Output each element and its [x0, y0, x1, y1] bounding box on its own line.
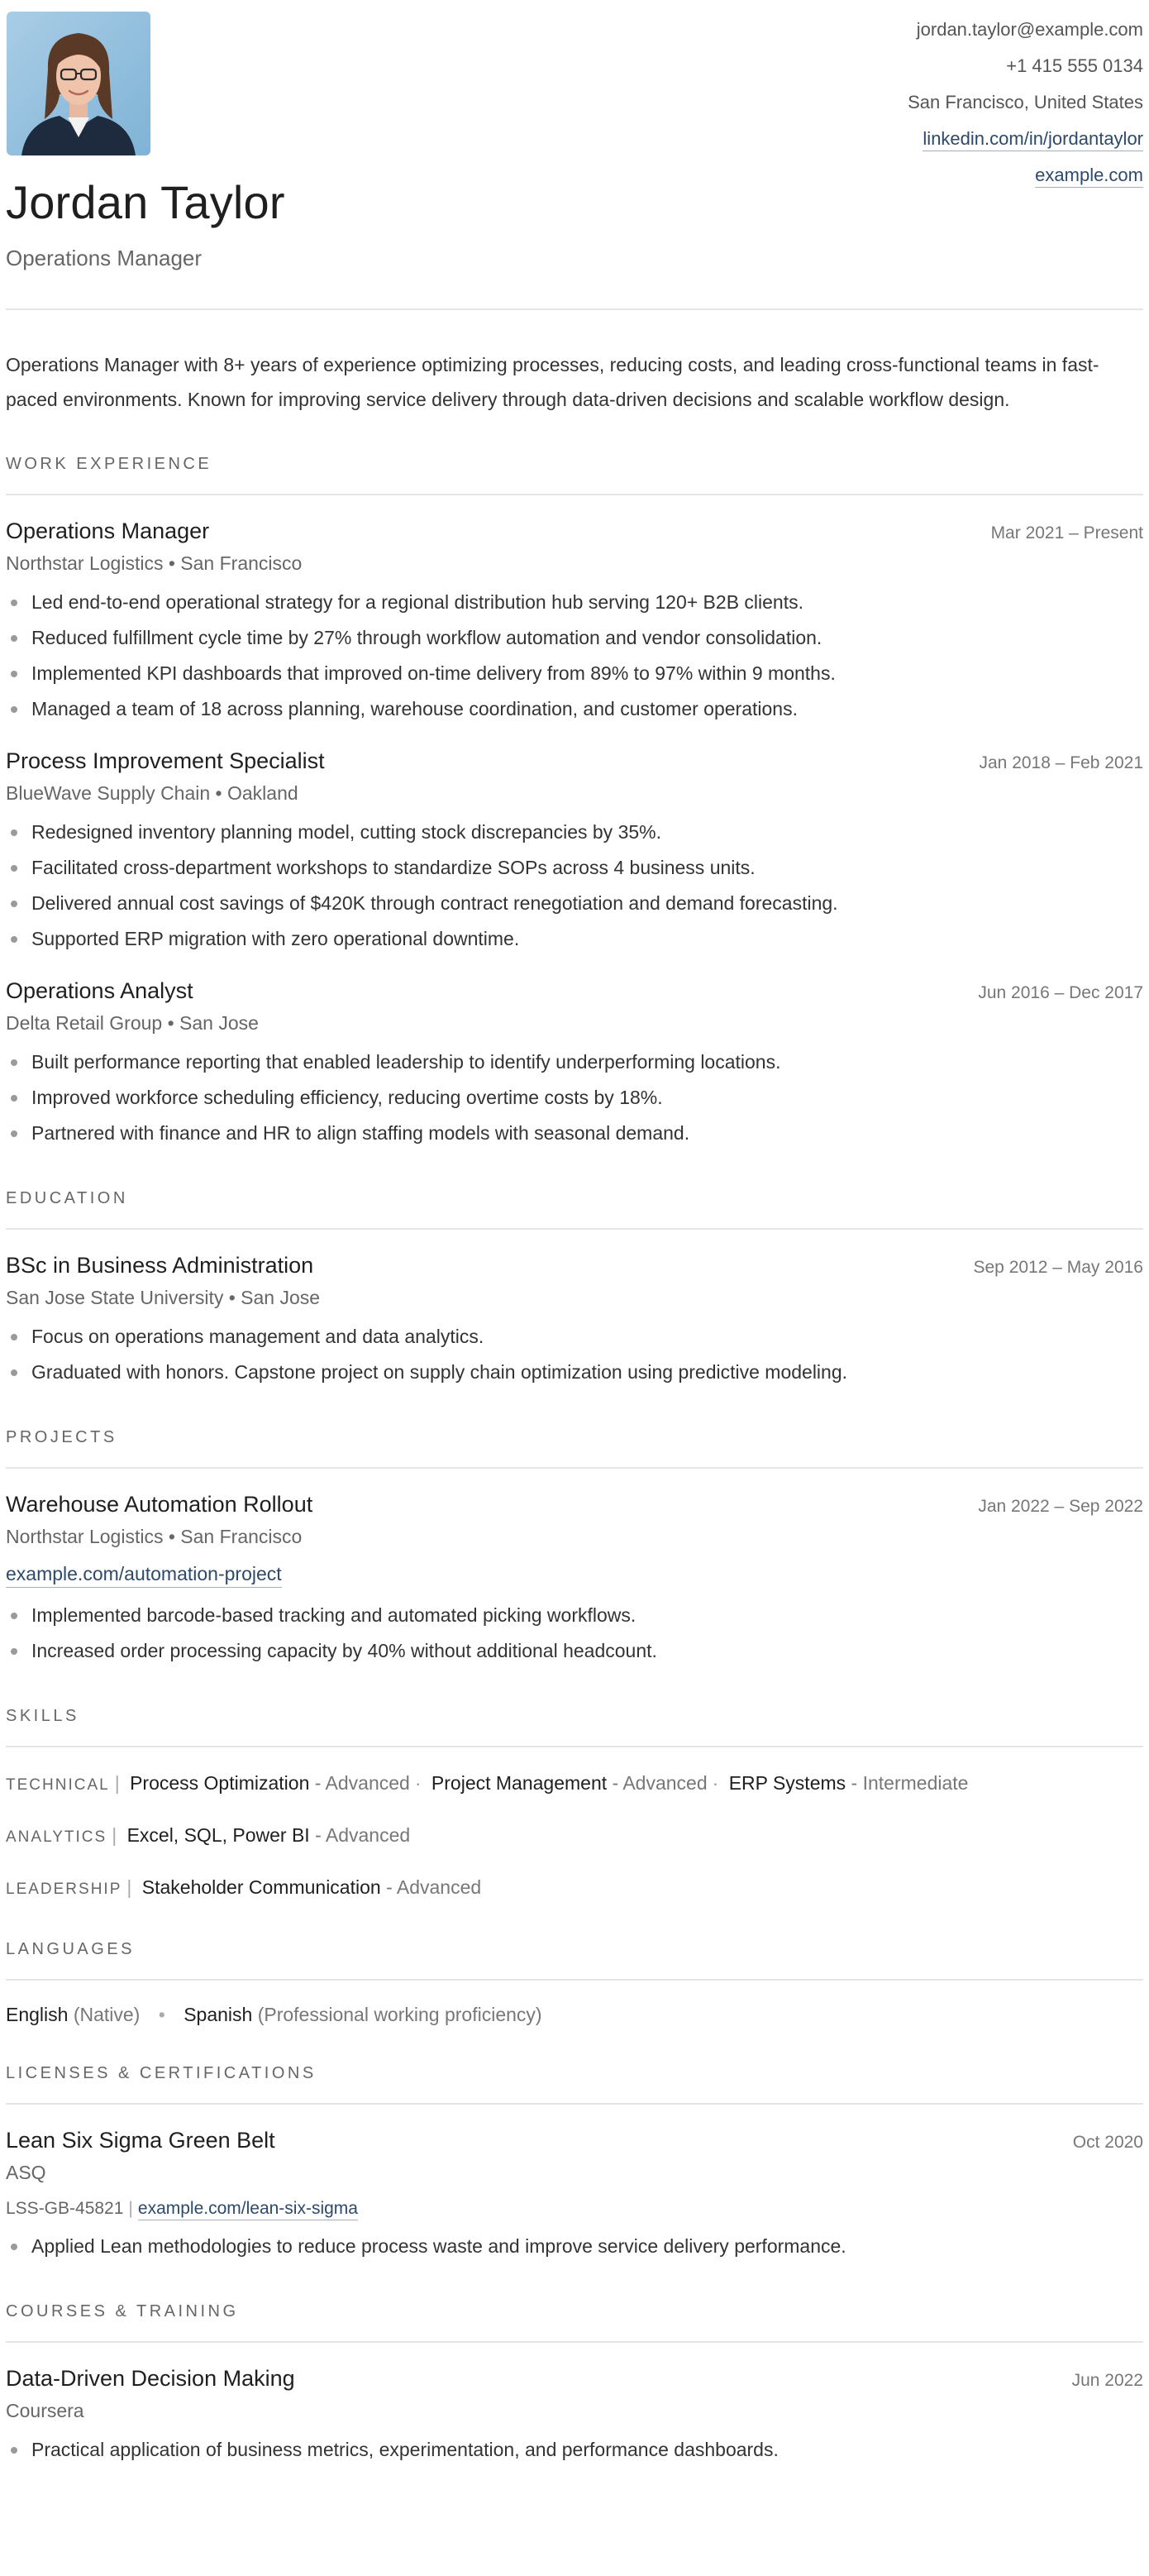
- skill-category: TECHNICAL: [6, 1776, 110, 1794]
- credential-info: LSS-GB-45821 | example.com/lean-six-sigma: [6, 2199, 1143, 2219]
- entry-subtitle: ASQ: [6, 2162, 46, 2183]
- bullet-item: Practical application of business metrics, experimentation, and performance dashboards.: [6, 2432, 1143, 2468]
- skill-level: Advanced: [325, 1824, 411, 1846]
- section-heading: LICENSES & CERTIFICATIONS: [6, 2064, 1143, 2105]
- bullet-list: [6, 2432, 1143, 2468]
- section-work-experience: [6, 455, 1143, 1151]
- section-heading: WORK EXPERIENCE: [6, 455, 1143, 495]
- entry-date: Mar 2021 – Present: [990, 523, 1143, 542]
- section-certifications: [6, 2064, 1143, 2264]
- person-photo-icon: [7, 12, 150, 155]
- entry-subtitle: Northstar Logistics • San Francisco: [6, 552, 303, 574]
- contact-info: [908, 12, 1143, 194]
- bullet-item: Focus on operations management and data analytics.: [6, 1319, 1143, 1355]
- skill-row-leadership: LEADERSHIP | Stakeholder Communication - Advanced: [6, 1876, 482, 1898]
- entry-title: Data-Driven Decision Making: [6, 2366, 295, 2391]
- skill-name: Stakeholder Communication: [141, 1876, 381, 1898]
- header-divider: [6, 308, 1143, 310]
- bullet-item: Reduced fulfillment cycle time by 27% through workflow automation and vendor consolidation.: [6, 620, 1143, 656]
- contact-phone: +1 415 555 0134: [1006, 55, 1143, 76]
- candidate-title: Operations Manager: [6, 246, 203, 270]
- credential-link[interactable]: example.com/lean-six-sigma: [138, 2199, 358, 2220]
- bullet-item: Led end-to-end operational strategy for a regional distribution hub serving 120+ B2B clients.: [6, 585, 1143, 620]
- bullet-item: Implemented KPI dashboards that improved on-time delivery from 89% to 97% within 9 months.: [6, 656, 1143, 691]
- entry-subtitle: Coursera: [6, 2400, 84, 2421]
- credential-id: LSS-GB-45821: [6, 2199, 124, 2218]
- entry-date: Jun 2016 – Dec 2017: [978, 983, 1143, 1002]
- skill-level: Advanced: [622, 1772, 708, 1794]
- entry-subtitle: BlueWave Supply Chain • Oakland: [6, 782, 298, 804]
- skill-category: ANALYTICS: [6, 1828, 107, 1846]
- skill-category: LEADERSHIP: [6, 1881, 122, 1898]
- language-name: English: [6, 2004, 69, 2025]
- section-education: [6, 1189, 1143, 1390]
- bullet-item: Implemented barcode-based tracking and automated picking workflows.: [6, 1598, 1143, 1633]
- entry-date: Jan 2022 – Sep 2022: [978, 1497, 1143, 1516]
- contact-email: jordan.taylor@example.com: [916, 19, 1143, 40]
- entry-title: Operations Manager: [6, 519, 210, 543]
- candidate-name: Jordan Taylor: [6, 176, 285, 228]
- education-entry: [6, 1253, 1143, 1390]
- skill-level: Intermediate: [862, 1772, 969, 1794]
- work-entry: [6, 748, 1143, 957]
- language-level: (Native): [73, 2004, 141, 2025]
- linkedin-link[interactable]: linkedin.com/in/jordantaylor: [923, 128, 1143, 151]
- entry-title: Operations Analyst: [6, 978, 193, 1003]
- entry-title: Lean Six Sigma Green Belt: [6, 2128, 275, 2153]
- section-courses: [6, 2302, 1143, 2468]
- entry-subtitle: San Jose State University • San Jose: [6, 1287, 321, 1308]
- bullet-item: Supported ERP migration with zero operational downtime.: [6, 921, 1143, 957]
- entry-date: Jan 2018 – Feb 2021: [979, 753, 1143, 772]
- skill-name: Excel, SQL, Power BI: [126, 1824, 310, 1846]
- section-heading: SKILLS: [6, 1707, 1143, 1747]
- bullet-item: Improved workforce scheduling efficiency, reducing overtime costs by 18%.: [6, 1080, 1143, 1116]
- section-heading: COURSES & TRAINING: [6, 2302, 1143, 2343]
- website-link[interactable]: example.com: [1035, 165, 1143, 188]
- bullet-list: [6, 585, 1143, 727]
- entry-date: Oct 2020: [1072, 2133, 1143, 2152]
- language-name: Spanish: [184, 2004, 253, 2025]
- section-heading: LANGUAGES: [6, 1940, 1143, 1981]
- bullet-item: Partnered with finance and HR to align staffing models with seasonal demand.: [6, 1116, 1143, 1151]
- bullet-list: [6, 815, 1143, 957]
- course-entry: [6, 2366, 1143, 2468]
- skill-row-analytics: ANALYTICS | Excel, SQL, Power BI - Advanced: [6, 1824, 411, 1846]
- project-entry: [6, 1492, 1143, 1669]
- bullet-list: [6, 1319, 1143, 1390]
- resume-header: [6, 12, 1143, 309]
- section-heading: EDUCATION: [6, 1189, 1143, 1230]
- language-level: (Professional working proficiency): [257, 2004, 542, 2025]
- summary-text: Operations Manager with 8+ years of experience optimizing processes, reducing costs, and leading cross-functional teams in fast-paced environments. Known for improving service delivery through data-driven decisions and scalable workflow design.: [6, 354, 1099, 410]
- section-projects: [6, 1428, 1143, 1669]
- section-heading: PROJECTS: [6, 1428, 1143, 1469]
- section-skills: [6, 1707, 1143, 1902]
- skill-name: Project Management: [431, 1772, 608, 1794]
- resume-page: [6, 0, 1143, 2468]
- skill-row-technical: TECHNICAL | Process Optimization - Advanced · Project Management - Advanced · ERP Systems - Intermediate: [6, 1772, 969, 1794]
- entry-date: Sep 2012 – May 2016: [973, 1258, 1143, 1277]
- skill-name: Process Optimization: [130, 1772, 310, 1794]
- bullet-list: [6, 1044, 1143, 1151]
- work-entry: [6, 519, 1143, 727]
- entry-date: Jun 2022: [1071, 2371, 1143, 2390]
- project-link[interactable]: example.com/automation-project: [6, 1563, 282, 1588]
- bullet-item: Graduated with honors. Capstone project on supply chain optimization using predictive modeling.: [6, 1355, 1143, 1390]
- section-languages: [6, 1940, 1143, 2026]
- skill-name: ERP Systems: [728, 1772, 846, 1794]
- skill-level: Advanced: [396, 1876, 482, 1898]
- contact-location: San Francisco, United States: [908, 92, 1143, 112]
- language-list: English (Native) • Spanish (Professional working proficiency): [6, 2004, 542, 2025]
- bullet-item: Delivered annual cost savings of $420K through contract renegotiation and demand forecasting.: [6, 886, 1143, 921]
- bullet-item: Redesigned inventory planning model, cutting stock discrepancies by 35%.: [6, 815, 1143, 850]
- entry-title: Warehouse Automation Rollout: [6, 1492, 313, 1517]
- bullet-item: Increased order processing capacity by 40% without additional headcount.: [6, 1633, 1143, 1669]
- entry-title: BSc in Business Administration: [6, 1253, 314, 1278]
- bullet-item: Built performance reporting that enabled leadership to identify underperforming locations.: [6, 1044, 1143, 1080]
- avatar: [7, 12, 150, 155]
- bullet-item: Managed a team of 18 across planning, warehouse coordination, and customer operations.: [6, 691, 1143, 727]
- entry-subtitle: Delta Retail Group • San Jose: [6, 1012, 259, 1034]
- bullet-item: Applied Lean methodologies to reduce process waste and improve service delivery performance.: [6, 2229, 1143, 2264]
- work-entry: [6, 978, 1143, 1151]
- certification-entry: [6, 2128, 1143, 2264]
- bullet-list: [6, 1598, 1143, 1669]
- skill-level: Advanced: [325, 1772, 410, 1794]
- bullet-list: [6, 2229, 1143, 2264]
- entry-title: Process Improvement Specialist: [6, 748, 325, 773]
- entry-subtitle: Northstar Logistics • San Francisco: [6, 1526, 303, 1547]
- bullet-item: Facilitated cross-department workshops to standardize SOPs across 4 business units.: [6, 850, 1143, 886]
